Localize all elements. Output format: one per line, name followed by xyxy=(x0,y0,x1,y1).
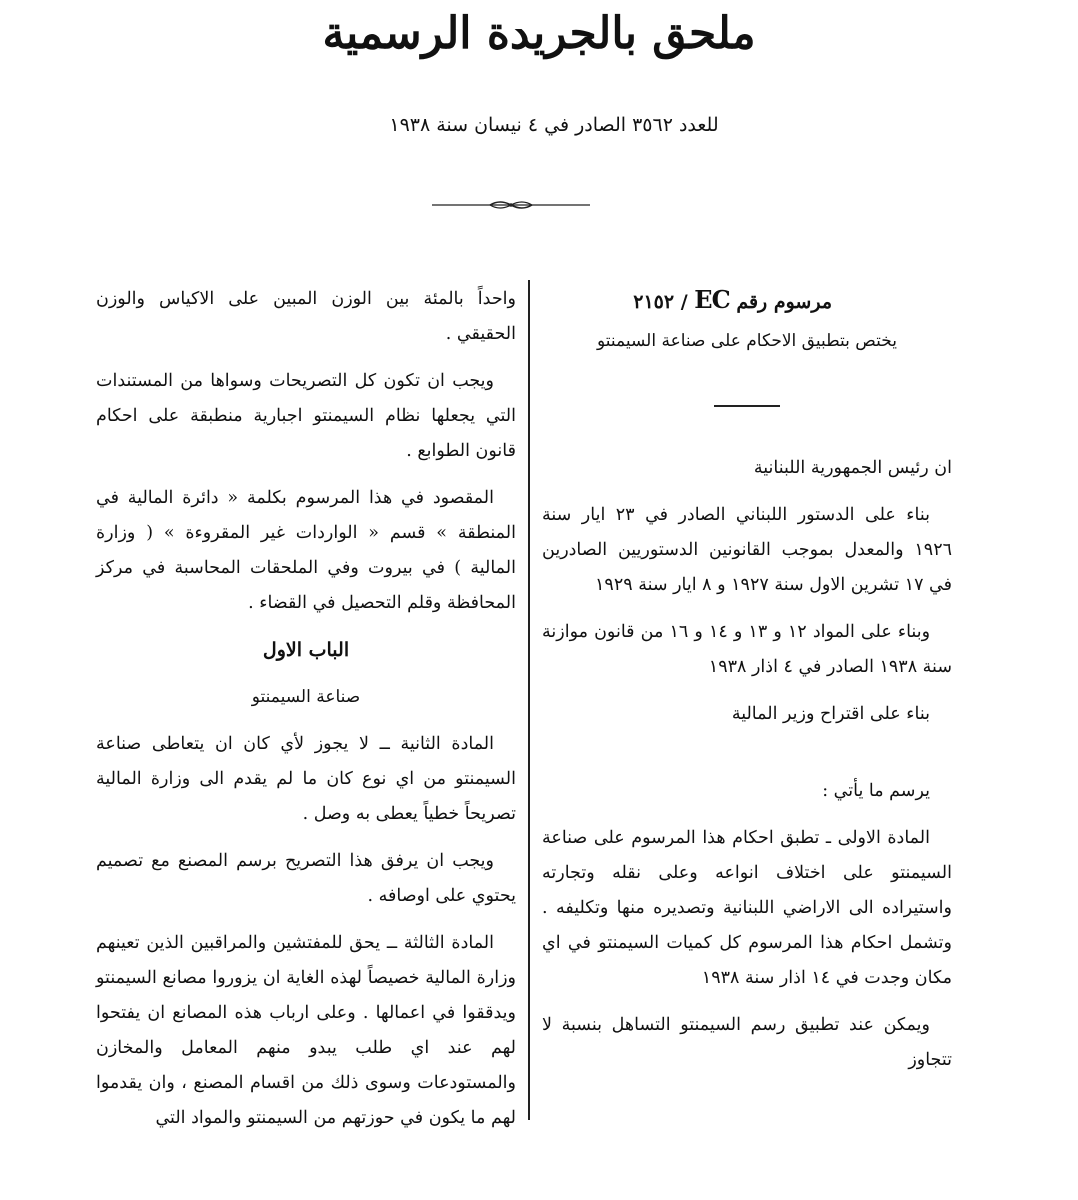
paragraph-definition: المقصود في هذا المرسوم بكلمة « دائرة المالية في المنطقة » قسم « الواردات غير المقروءة » ( وزارة المالية ) في بيروت وفي الملحقات المحاسبة في مركز المحافظة وقلم التحصيل في القضاء . xyxy=(96,488,516,613)
right-column xyxy=(542,282,952,1090)
ornament-divider xyxy=(430,198,592,212)
article-three: المادة الثالثة ــ يحق للمفتشين والمراقبين الذين تعينهم وزارة المالية خصيصاً لهذه الغاية ان يزوروا مصانع السيمنتو ويدققوا في اعمالها . وعلى ارباب هذه المصانع ان يفتحوا لهم عند اي طلب يبدو منهم المعامل والمخازن والمستودعات وسوى ذلك من اقسام المصنع ، وان يقدموا لهم ما يكون في حوزتهم من السيمنتو والمواد التي xyxy=(96,933,516,1128)
paragraph-decrees: يرسم ما يأتي : xyxy=(822,780,930,801)
paragraph-weight: واحداً بالمئة بين الوزن المبين على الاكياس والوزن الحقيقي . xyxy=(96,289,516,344)
chapter-subtitle: صناعة السيمنتو xyxy=(251,687,361,707)
issue-line: للعدد ٣٥٦٢ الصادر في ٤ نيسان سنة ١٩٣٨ xyxy=(389,114,719,136)
gazette-title: ملحق بالجريدة الرسمية xyxy=(322,8,756,59)
paragraph-proposal: بناء على اقتراح وزير المالية xyxy=(731,703,930,724)
decree-subject: يختص بتطبيق الاحكام على صناعة السيمنتو xyxy=(597,331,897,351)
decree-prefix: مرسوم رقم xyxy=(736,291,832,313)
decree-number: / ٢١٥٢ xyxy=(633,291,688,313)
paragraph-tolerance: ويمكن عند تطبيق رسم السيمنتو التساهل بنسبة لا تتجاوز xyxy=(542,1014,952,1070)
paragraph-budget-law: وبناء على المواد ١٢ و ١٣ و ١٤ و ١٦ من قانون موازنة سنة ١٩٣٨ الصادر في ٤ اذار ١٩٣٨ xyxy=(542,621,952,677)
decree-heading xyxy=(542,282,952,320)
left-column xyxy=(96,282,516,1148)
column-divider xyxy=(528,280,530,1120)
short-rule xyxy=(714,405,780,407)
spacer xyxy=(542,744,952,774)
paragraph-president: ان رئيس الجمهورية اللبنانية xyxy=(753,457,952,478)
paragraph-declarations: ويجب ان تكون كل التصريحات وسواها من المستندات التي يجعلها نظام السيمنتو اجبارية منطبقة على احكام قانون الطوابع . xyxy=(96,371,516,461)
paragraph-constitution: بناء على الدستور اللبناني الصادر في ٢٣ ايار سنة ١٩٢٦ والمعدل بموجب القانونين الدستوريين الصادرين في ١٧ تشرين الاول سنة ١٩٢٧ و ٨ ايار سنة ١٩٢٩ xyxy=(542,504,952,595)
paragraph-factory-plan: ويجب ان يرفق هذا التصريح برسم المصنع مع تصميم يحتوي على اوصافه . xyxy=(96,851,516,906)
decree-code: EC xyxy=(694,285,730,314)
article-one: المادة الاولى ـ تطبق احكام هذا المرسوم على صناعة السيمنتو على اختلاف انواعه وعلى نقله وتجارته واستيراده الى الاراضي اللبنانية وتصديره منها وتكليفه . وتشمل احكام هذا المرسوم كل كميات السيمنتو في اي مكان وجدت في ١٤ اذار سنة ١٩٣٨ xyxy=(542,827,952,988)
chapter-title: الباب الاول xyxy=(262,639,350,661)
article-two: المادة الثانية ــ لا يجوز لأي كان ان يتعاطى صناعة السيمنتو من اي نوع كان ما لم يقدم الى وزارة المالية تصريحاً خطياً يعطى به وصل . xyxy=(96,734,516,824)
